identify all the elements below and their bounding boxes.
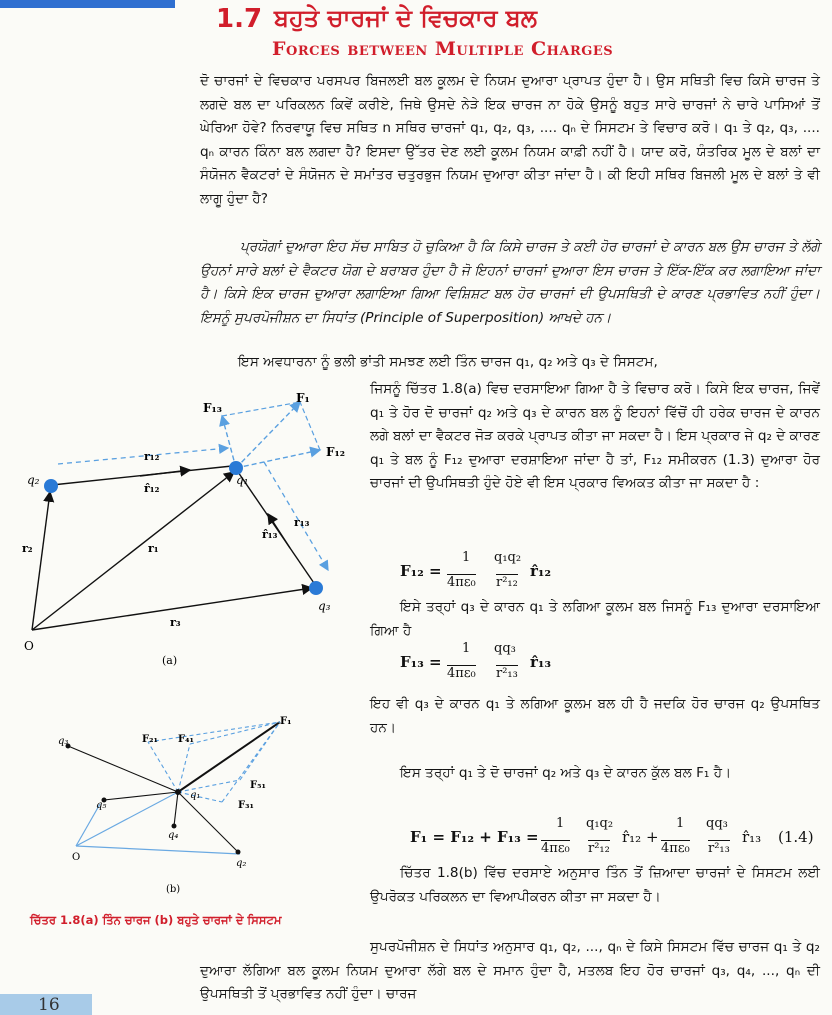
label-b-origin: O (72, 852, 81, 863)
label-r3: r₃ (170, 616, 181, 629)
label-b-q3: q₃ (58, 736, 69, 747)
label-b-q1: q₁ (190, 790, 201, 801)
label-b-f1: F₁ (280, 716, 292, 727)
paragraph-superposition-principle: ਸੁਪਰਪੋਜੀਸ਼ਨ ਦੇ ਸਿਧਾਂਤ ਅਨੁਸਾਰ q₁, q₂, ..., qₙ ਦੇ ਕਿਸੇ ਸਿਸਟਮ ਵਿੱਚ ਚਾਰਜ q₁ ਤੇ q₂ ਦੁਆਰਾ ਲੱਗਿਆ ਬਲ ਕੂਲਮ ਨਿਯਮ ਦੁਆਰਾ ਲੱਗੇ ਬਲ ਦੇ ਸਮਾਨ ਹੁੰਦਾ ਹੈ, ਮਤਲਬ ਇਹ ਹੋਰ ਚਾਰਜਾਂ q₃, q₄, ..., qₙ ਦੀ ਉਪਸਥਿਤੀ ਤੋਂ ਪ੍ਰਭਾਵਿਤ ਨਹੀਂ ਹੁੰਦਾ। ਚਾਰਜ (200, 939, 820, 1003)
vector-r1 (32, 472, 234, 630)
label-f12: F₁₂ (326, 445, 346, 459)
charge-q2 (44, 479, 58, 493)
paragraph-three-charges-first-line: ਇਸ ਅਵਧਾਰਨਾ ਨੂੰ ਭਲੀ ਭਾਂਤੀ ਸਮਝਣ ਲਈ ਤਿੰਨ ਚਾਰਜ q₁, q₂ ਅਤੇ q₃ ਦੇ ਸਿਸਟਮ, (238, 354, 658, 370)
section-number: 1.7 (216, 4, 263, 34)
label-b-q2: q₂ (236, 858, 247, 869)
label-r1: r₁ (148, 542, 159, 555)
force-f12 (236, 450, 320, 468)
top-color-band (0, 0, 175, 8)
label-origin-a: O (24, 639, 34, 653)
parallelogram-right (300, 402, 320, 450)
label-b-f51: F₅₁ (250, 780, 266, 791)
label-r12hat: r̂₁₂ (144, 482, 160, 495)
charge-q3 (309, 581, 323, 595)
unit-r12 (140, 470, 190, 476)
label-b-f21: F₂₁ (142, 734, 158, 745)
dashed-r12 (58, 448, 228, 464)
label-q1: q₁ (236, 473, 249, 487)
label-b-q4: q₄ (168, 830, 179, 841)
label-panel-b: (b) (166, 884, 181, 895)
figure-1-8a (0, 380, 370, 680)
label-b-q5: q₅ (96, 800, 107, 811)
paragraph-generalization: ਚਿੱਤਰ 1.8(b) ਵਿੱਚ ਦਰਸਾਏ ਅਨੁਸਾਰ ਤਿੰਨ ਤੋਂ ਜ਼ਿਆਦਾ ਚਾਰਜਾਂ ਦੇ ਸਿਸਟਮ ਲਈ ਉਪਰੋਕਤ ਪਰਿਕਲਨ ਦਾ ਵਿਆਪੀਕਰਨ ਕੀਤਾ ਜਾ ਸਕਦਾ ਹੈ। (370, 865, 820, 905)
figure-1-8b (50, 700, 310, 905)
section-title: ਬਹੁਤੇ ਚਾਰਜਾਂ ਦੇ ਵਿਚਕਾਰ ਬਲ (274, 4, 538, 32)
page-number: 16 (38, 995, 60, 1015)
paragraph-f13: ਇਸੇ ਤਰ੍ਹਾਂ q₃ ਦੇ ਕਾਰਨ q₁ ਤੇ ਲਗਿਆ ਕੂਲਮ ਬਲ ਜਿਸਨੂੰ F₁₃ ਦੁਆਰਾ ਦਰਸਾਇਆ ਗਿਆ ਹੈ (370, 599, 820, 639)
label-r13: r₁₃ (294, 516, 310, 529)
label-b-f31: F₃₁ (238, 800, 254, 811)
label-f1: F₁ (296, 391, 310, 405)
paragraph-f13-note: ਇਹ ਵੀ q₃ ਦੇ ਕਾਰਨ q₁ ਤੇ ਲਗਿਆ ਕੂਲਮ ਬਲ ਹੀ ਹੈ ਜਦਕਿ ਹੋਰ ਚਾਰਜ q₂ ਉਪਸਥਿਤ ਹਨ। (370, 696, 820, 736)
paragraph-intro: ਦੋ ਚਾਰਜਾਂ ਦੇ ਵਿਚਕਾਰ ਪਰਸਪਰ ਬਿਜਲਈ ਬਲ ਕੂਲਮ ਦੇ ਨਿਯਮ ਦੁਆਰਾ ਪ੍ਰਾਪਤ ਹੁੰਦਾ ਹੈ। ਉਸ ਸਥਿਤੀ ਵਿਚ ਕਿਸੇ ਚਾਰਜ ਤੇ ਲਗਦੇ ਬਲ ਦਾ ਪਰਿਕਲਨ ਕਿਵੇਂ ਕਰੀਏ, ਜਿਥੇ ਉਸਦੇ ਨੇੜੇ ਇਕ ਚਾਰਜ ਨਾ ਹੋਕੇ ਉਸਨੂੰ ਬਹੁਤ ਸਾਰੇ ਚਾਰਜਾਂ ਨੇ ਚਾਰੇ ਪਾਸਿਆਂ ਤੋਂ ਘੇਰਿਆ ਹੋਵੇ? ਨਿਰਵਾਯੂ ਵਿਚ ਸਥਿਤ n ਸਥਿਰ ਚਾਰਜਾਂ q₁, q₂, q₃, .... qₙ ਦੇ ਸਿਸਟਮ ਤੇ ਵਿਚਾਰ ਕਰੋ। q₁ ਤੇ q₂, q₃, .... qₙ ਕਾਰਨ ਕਿੰਨਾ ਬਲ ਲਗਦਾ ਹੈ? ਇਸਦਾ ਉੱਤਰ ਦੇਣ ਲਈ ਕੂਲਮ ਨਿਯਮ ਕਾਫ਼ੀ ਨਹੀਂ ਹੈ। ਯਾਦ ਕਰੋ, ਯੰਤਰਿਕ ਮੂਲ ਦੇ ਬਲਾਂ ਦਾ ਸੰਯੋਜਨ ਵੈਕਟਰਾਂ ਦੇ ਸੰਯੋਜਨ ਦੇ ਸਮਾਂਤਰ ਚਤੁਰਭੁਜ ਨਿਯਮ ਦੁਆਰਾ ਕੀਤਾ ਜਾਂਦਾ ਹੈ। ਕੀ ਇਹੀ ਸਥਿਰ ਬਿਜਲੀ ਮੂਲ ਦੇ ਬਲਾਂ ਤੇ ਵੀ ਲਾਗੂ ਹੁੰਦਾ ਹੈ? (200, 73, 820, 207)
force-f13 (222, 416, 236, 468)
label-panel-a: (a) (162, 654, 178, 667)
force-f1 (236, 402, 300, 468)
label-r13hat: r̂₁₃ (262, 528, 278, 541)
label-q2: q₂ (27, 473, 40, 487)
paragraph-three-charges: ਜਿਸਨੂੰ ਚਿੱਤਰ 1.8(a) ਵਿਚ ਦਰਸਾਇਆ ਗਿਆ ਹੈ ਤੇ ਵਿਚਾਰ ਕਰੋ। ਕਿਸੇ ਇਕ ਚਾਰਜ, ਜਿਵੇਂ q₁ ਤੇ ਹੋਰ ਦੋ ਚਾਰਜਾਂ q₂ ਅਤੇ q₃ ਦੇ ਕਾਰਨ ਬਲ ਨੂੰ ਇਹਨਾਂ ਵਿੱਚੋਂ ਹੀ ਹਰੇਕ ਚਾਰਜ ਦੇ ਕਾਰਨ ਲਗੇ ਬਲਾਂ ਦਾ ਵੈਕਟਰ ਜੋੜ ਕਰਕੇ ਪ੍ਰਾਪਤ ਕੀਤਾ ਜਾ ਸਕਦਾ ਹੈ। ਇਸ ਪ੍ਰਕਾਰ ਜੇ q₂ ਦੇ ਕਾਰਣ q₁ ਤੇ ਬਲ ਨੂੰ F₁₂ ਦੁਆਰਾ ਦਰਸ਼ਾਇਆ ਜਾਂਦਾ ਹੈ ਤਾਂ, F₁₂ ਸਮੀਕਰਨ (1.3) ਦੁਆਰਾ ਹੋਰ ਚਾਰਜਾਂ ਦੀ ਉਪਸਿਥਤੀ ਹੁੰਦੇ ਹੋਏ ਵੀ ਇਸ ਪ੍ਰਕਾਰ ਵਿਅਕਤ ਕੀਤਾ ਜਾ ਸਕਦਾ ਹੈ : (370, 381, 820, 492)
label-r12: r₁₂ (144, 450, 160, 463)
label-f13: F₁₃ (203, 401, 223, 415)
label-q3: q₃ (318, 599, 331, 613)
vector-r2 (32, 492, 50, 630)
label-r2: r₂ (22, 542, 33, 555)
figure-caption: ਚਿੱਤਰ 1.8(a) ਤਿੰਨ ਚਾਰਜ (b) ਬਹੁਤੇ ਚਾਰਜਾਂ ਦੇ ਸਿਸਟਮ (30, 913, 282, 927)
label-b-f41: F₄₁ (178, 734, 194, 745)
paragraph-total-force: ਇਸ ਤਰ੍ਹਾਂ q₁ ਤੇ ਦੋ ਚਾਰਜਾਂ q₂ ਅਤੇ q₃ ਦੇ ਕਾਰਨ ਕੁੱਲ ਬਲ F₁ ਹੈ। (400, 765, 732, 781)
paragraph-superposition: ਪ੍ਰਯੋਗਾਂ ਦੁਆਰਾ ਇਹ ਸੱਚ ਸਾਬਿਤ ਹੋ ਚੁਕਿਆ ਹੈ ਕਿ ਕਿਸੇ ਚਾਰਜ ਤੇ ਕਈ ਹੋਰ ਚਾਰਜਾਂ ਦੇ ਕਾਰਨ ਬਲ ਉਸ ਚਾਰਜ ਤੇ ਲੱਗੇ ਉਹਨਾਂ ਸਾਰੇ ਬਲਾਂ ਦੇ ਵੈਕਟਰ ਯੋਗ ਦੇ ਬਰਾਬਰ ਹੁੰਦਾ ਹੈ ਜੋ ਇਹਨਾਂ ਚਾਰਜਾਂ ਦੁਆਰਾ ਇਸ ਚਾਰਜ ਤੇ ਇੱਕ-ਇੱਕ ਕਰ ਲਗਾਇਆ ਜਾਂਦਾ ਹੈ। ਕਿਸੇ ਇਕ ਚਾਰਜ ਦੁਆਰਾ ਲਗਾਇਆ ਗਿਆ ਵਿਸ਼ਿਸ਼ਟ ਬਲ ਹੋਰ ਚਾਰਜਾਂ ਦੀ ਉਪਸਥਿਤੀ ਦੇ ਕਾਰਣ ਪ੍ਰਭਾਵਿਤ ਨਹੀਂ ਹੁੰਦਾ। ਇਸਨੂੰ ਸੁਪਰਪੋਜੀਸ਼ਨ ਦਾ ਸਿਧਾਂਤ (Principle of Superposition) ਆਖਦੇ ਹਨ। (200, 239, 820, 326)
section-subtitle: Forces between Multiple Charges (272, 38, 614, 60)
